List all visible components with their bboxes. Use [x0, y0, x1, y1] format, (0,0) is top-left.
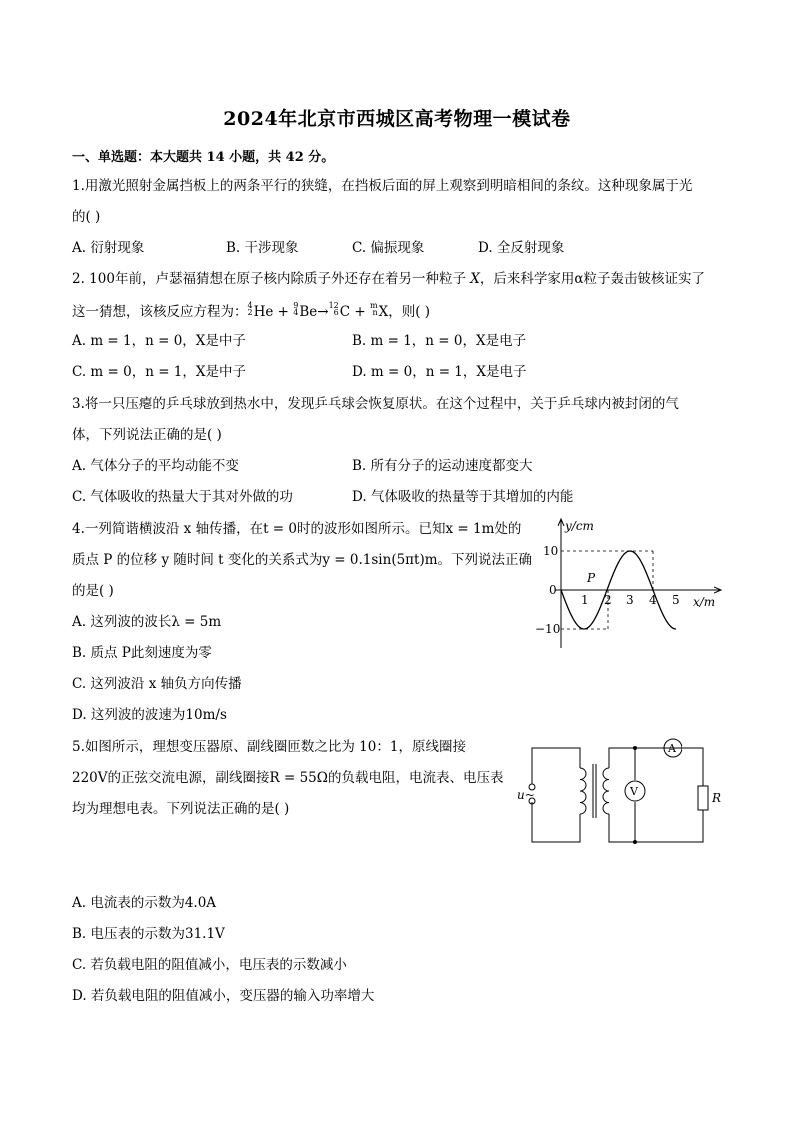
he-mass: 4 [247, 301, 253, 310]
primary-coil [580, 768, 586, 814]
q1-option-c[interactable]: C. 偏振现象 [352, 240, 425, 256]
section-heading: 一、单选题：本大题共 14 小题，共 42 分。 [72, 150, 335, 165]
q1-stem-line2: 的( ) [72, 209, 101, 225]
x-tick-4: 4 [649, 593, 657, 607]
nuclide-c [329, 302, 339, 316]
q3-option-c[interactable]: C. 气体吸收的热量大于其对外做的功 [72, 489, 293, 505]
he-num: 2 [247, 308, 253, 317]
resistor-icon [698, 786, 708, 810]
c-mass: 12 [328, 301, 339, 310]
primary-wires [532, 748, 580, 842]
q2-option-b[interactable]: B. m = 1，n = 0，X是电子 [352, 333, 527, 349]
q3-option-a[interactable]: A. 气体分子的平均动能不变 [72, 458, 239, 474]
x-num: n [372, 308, 378, 317]
y-tick-10: 10 [543, 544, 559, 558]
resistor-label: R [712, 791, 722, 805]
q1-option-a[interactable]: A. 衍射现象 [72, 240, 145, 256]
x-symbol: X [378, 304, 389, 320]
voltmeter-label: V [630, 785, 638, 798]
he-symbol: He + [253, 304, 294, 320]
q5-stem-line3: 均为理想电表。下列说法正确的是( ) [72, 801, 290, 817]
transformer-circuit [515, 738, 730, 850]
x-axis-label: x/m [693, 595, 716, 609]
x-tick-5: 5 [672, 593, 680, 607]
q2-text-d: ，则( ) [388, 304, 431, 320]
q1-stem-line1: 1.用激光照射金属挡板上的两条平行的狭缝，在挡板后面的屏上观察到明暗相间的条纹。这种现象属于光 [72, 178, 693, 194]
q4-option-d[interactable]: D. 这列波的波速为10m/s [72, 707, 227, 723]
x-tick-2: 2 [604, 593, 612, 607]
y-axis-label: y/cm [565, 519, 594, 533]
q4-stem-line2: 质点 P 的位移 y 随时间 t 变化的关系式为y = 0.1sin(5πt)m。下列说法正确 [72, 552, 533, 568]
q3-stem-line1: 3.将一只压瘪的乒乓球放到热水中，发现乒乓球会恢复原状。在这个过程中，关于乒乓球内被封闭的气 [72, 396, 679, 412]
q5-option-c[interactable]: C. 若负载电阻的阻值减小，电压表的示数减小 [72, 957, 347, 973]
junction-bottom [633, 840, 637, 844]
q5-option-d[interactable]: D. 若负载电阻的阻值减小，变压器的输入功率增大 [72, 988, 375, 1004]
y-tick-neg10: −10 [535, 622, 561, 636]
q5-option-b[interactable]: B. 电压表的示数为31.1V [72, 926, 225, 942]
q5-stem-line2: 220V的正弦交流电源，副线圈接R = 55Ω的负载电阻，电流表、电压表 [72, 770, 504, 786]
q2-stem-line2 [72, 302, 430, 320]
q2-var-x: X [470, 271, 480, 287]
q2-text-c: 这一猜想，该核反应方程为： [72, 304, 248, 320]
nuclide-he [248, 302, 253, 316]
ammeter-label: A [668, 742, 676, 755]
c-num: 6 [333, 308, 339, 317]
q4-option-a[interactable]: A. 这列波的波长λ = 5m [72, 614, 222, 630]
point-p-label: P [587, 571, 596, 585]
be-symbol: Be→ [299, 304, 329, 320]
x-tick-1: 1 [581, 593, 589, 607]
x-tick-3: 3 [626, 593, 634, 607]
source-label: u~ [517, 788, 535, 802]
q5-option-a[interactable]: A. 电流表的示数为4.0A [72, 895, 217, 911]
page-title: 2024年北京市西城区高考物理一模试卷 [223, 108, 571, 130]
q2-option-d[interactable]: D. m = 0，n = 1，X是电子 [352, 364, 527, 380]
be-num: 4 [293, 308, 299, 317]
be-mass: 9 [293, 301, 299, 310]
q3-option-d[interactable]: D. 气体吸收的热量等于其增加的内能 [352, 489, 574, 505]
secondary-coil [603, 768, 609, 814]
nuclide-x [370, 302, 378, 316]
q2-text-b: ，后来科学家用α粒子轰击铍核证实了 [479, 271, 705, 287]
junction-top [633, 746, 637, 750]
q2-stem-line1 [72, 271, 705, 287]
q4-option-b[interactable]: B. 质点 P此刻速度为零 [72, 645, 212, 661]
q1-option-b[interactable]: B. 干涉现象 [226, 240, 299, 256]
x-mass: m [370, 301, 378, 310]
q3-stem-line2: 体，下列说法正确的是( ) [72, 427, 222, 443]
q4-option-c[interactable]: C. 这列波沿 x 轴负方向传播 [72, 676, 242, 692]
q3-option-b[interactable]: B. 所有分子的运动速度都变大 [352, 458, 533, 474]
c-symbol: C + [339, 304, 370, 320]
wave-graph [525, 512, 730, 652]
q2-option-c[interactable]: C. m = 0，n = 1，X是中子 [72, 364, 247, 380]
nuclide-be [293, 302, 298, 316]
q5-stem-line1: 5.如图所示，理想变压器原、副线圈匝数之比为 10：1，原线圈接 [72, 739, 466, 755]
secondary-wires [609, 748, 703, 842]
y-tick-0: 0 [549, 583, 557, 597]
q2-option-a[interactable]: A. m = 1，n = 0，X是中子 [72, 333, 246, 349]
q4-stem-line1: 4.一列简谐横波沿 x 轴传播，在t = 0时的波形如图所示。已知x = 1m处的 [72, 521, 522, 537]
q4-stem-line3: 的是( ) [72, 583, 114, 599]
q1-option-d[interactable]: D. 全反射现象 [478, 240, 565, 256]
q2-text: 2. 100年前，卢瑟福猜想在原子核内除质子外还存在着另一种粒子 [72, 271, 471, 287]
